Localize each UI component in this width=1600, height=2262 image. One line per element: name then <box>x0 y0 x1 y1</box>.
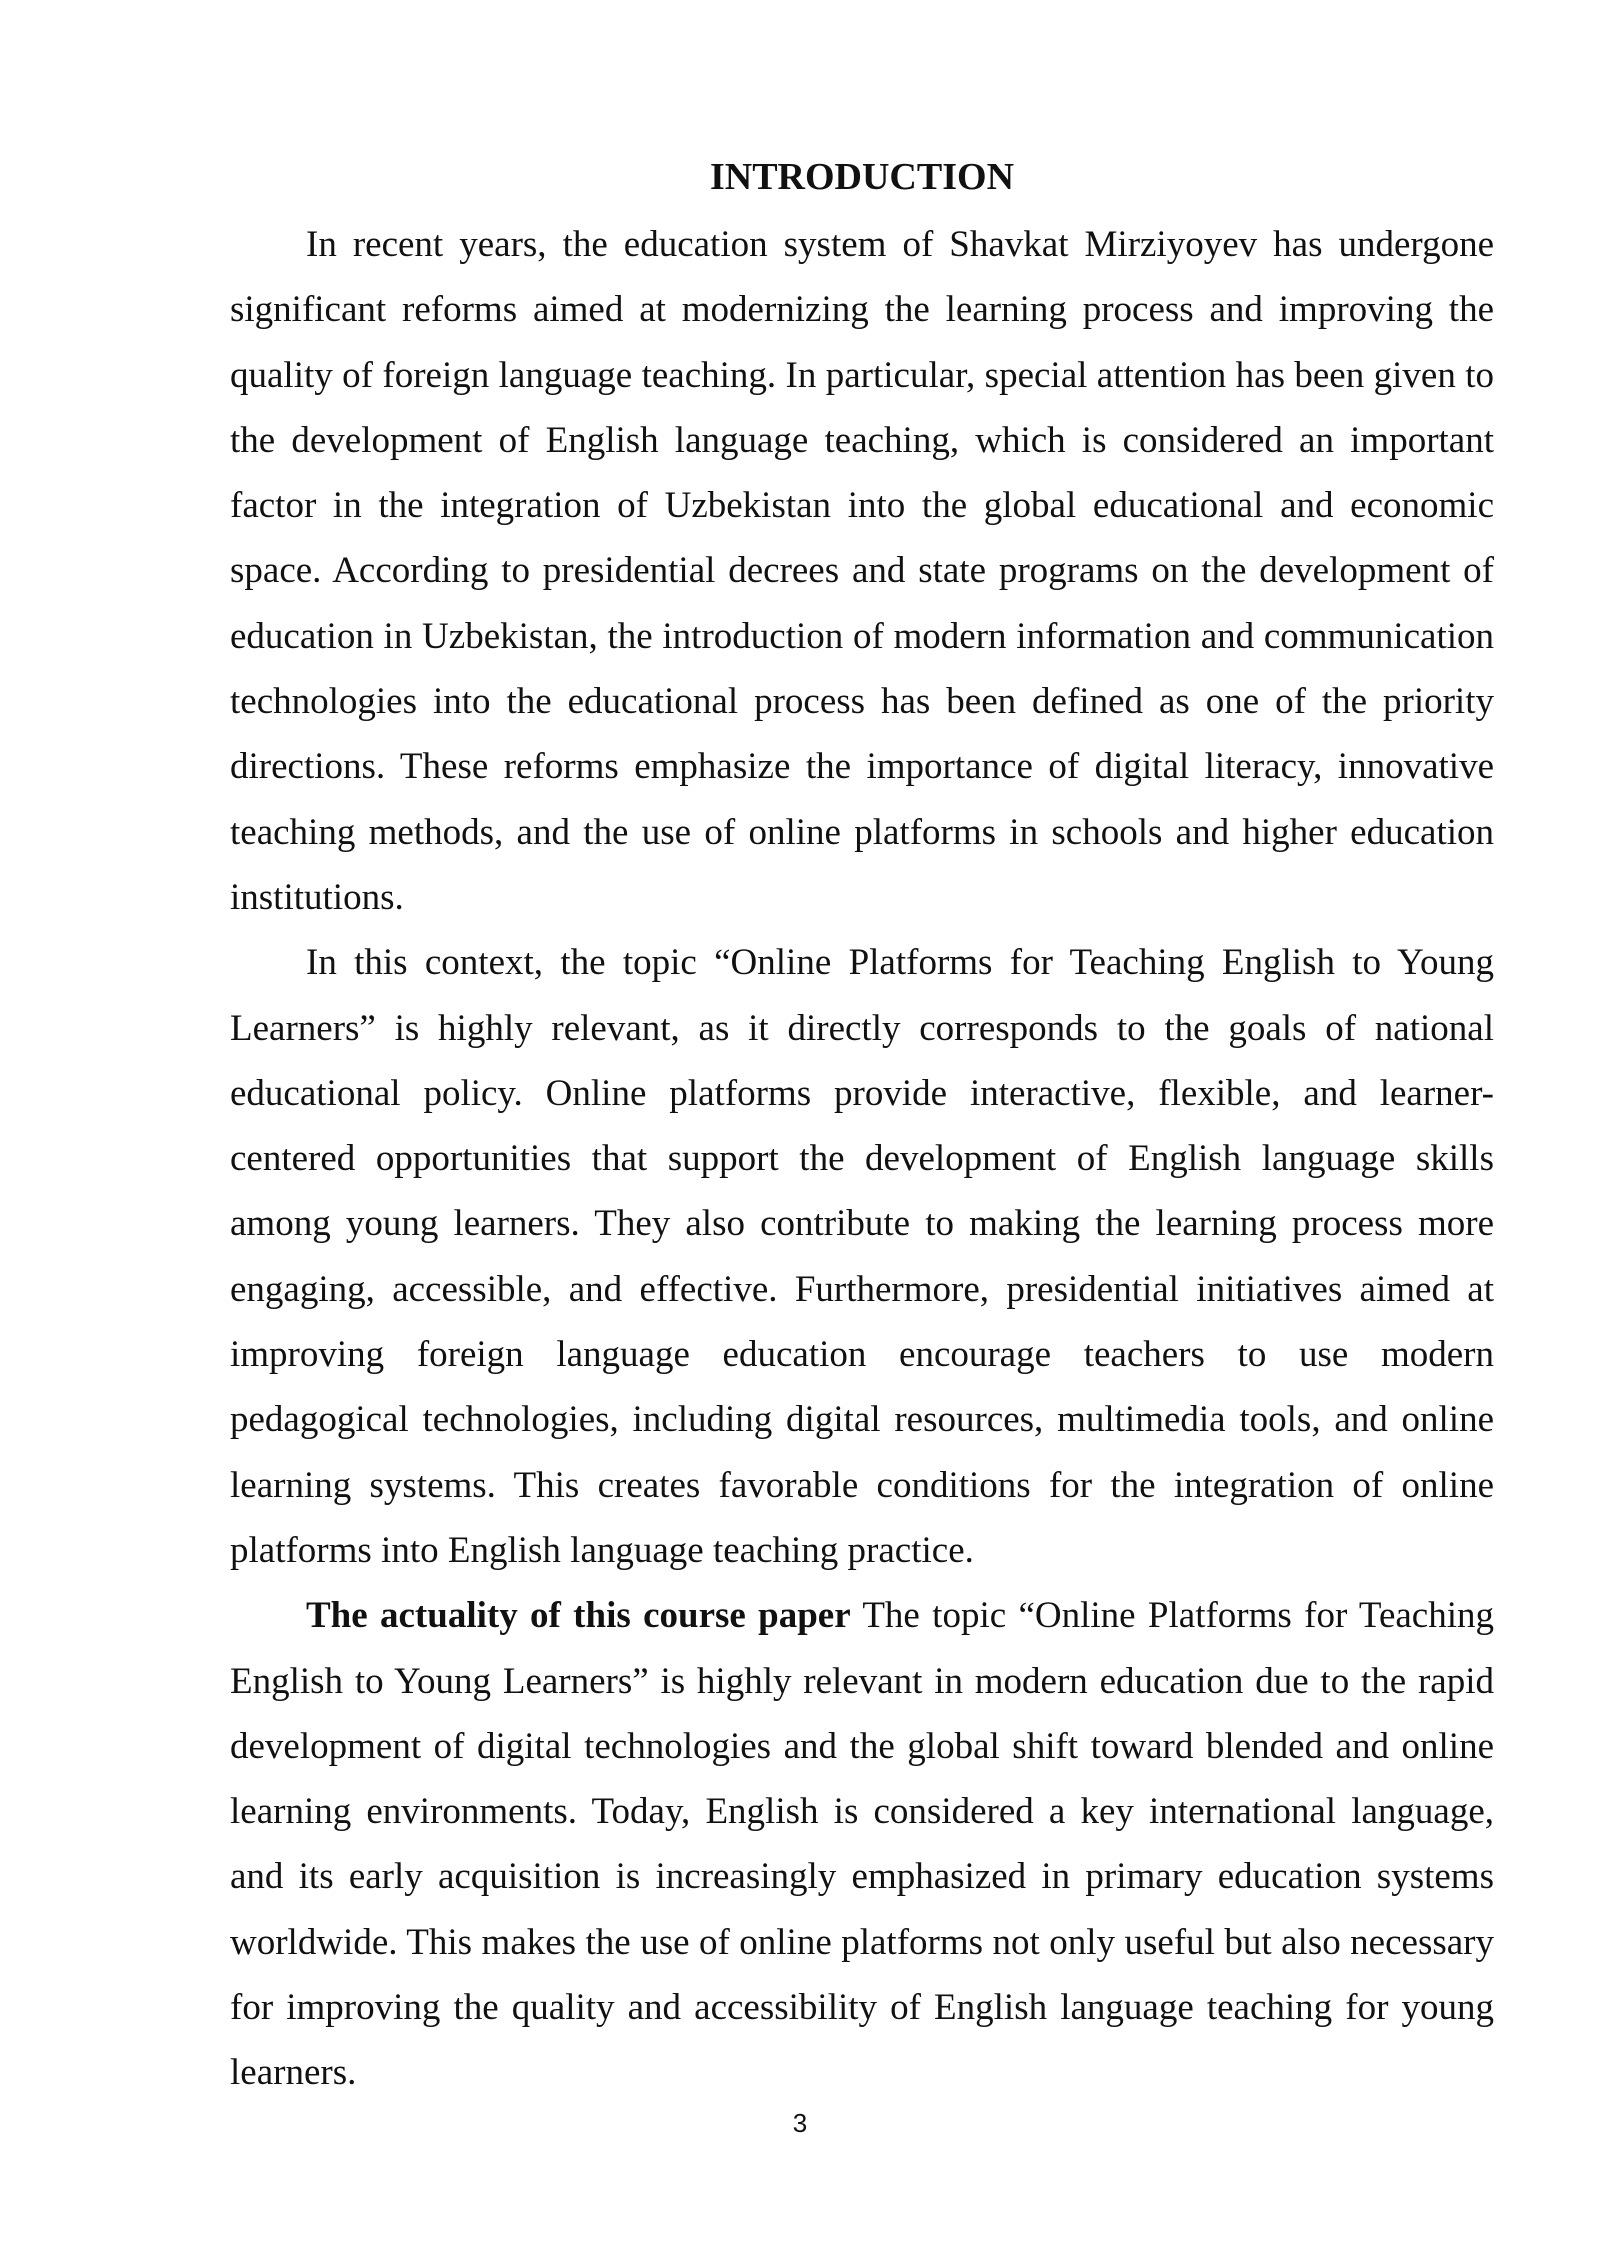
paragraph-text: The topic “Online Platforms for Teaching English to Young Learners” is highly relevant in modern education due to the rapid development of digital technologies and the global shift toward blended and online learning environments. Today, English is considered a key international language, and its early acquisition is increasingly emphasized in primary education systems worldwide. This makes the use of online platforms not only useful but also necessary for improving the quality and accessibility of English language teaching for young learners. <box>230 1595 1494 2094</box>
page-number: 3 <box>792 2108 808 2138</box>
paragraph-actuality <box>230 1583 1494 2105</box>
paragraph-context <box>230 930 1494 1583</box>
page-body <box>230 148 1494 2106</box>
paragraph-text: In recent years, the education system of Shavkat Mirziyoyev has undergone significant reforms aimed at modernizing the learning process and improving the quality of foreign language teaching. In particular, special attention has been given to the development of English language teaching, which is considered an important factor in the integration of Uzbekistan into the global educational and economic space. According to presidential decrees and state programs on the development of education in Uzbekistan, the introduction of modern information and communication technologies into the educational process has been defined as one of the priority directions. These reforms emphasize the importance of digital literacy, innovative teaching methods, and the use of online platforms in schools and higher education institutions. <box>230 224 1494 918</box>
paragraph-bold-lead: The actuality of this course paper <box>306 1595 851 1637</box>
paragraph-reforms <box>230 212 1494 930</box>
paragraph-text: In this context, the topic “Online Platforms for Teaching English to Young Learners” is highly relevant, as it directly corresponds to the goals of national educational policy. Online platforms provide interactive, flexible, and learner-centered opportunities that support the development of English language skills among young learners. They also contribute to making the learning process more engaging, accessible, and effective. Furthermore, presidential initiatives aimed at improving foreign language education encourage teachers to use modern pedagogical technologies, including digital resources, multimedia tools, and online learning systems. This creates favorable conditions for the integration of online platforms into English language teaching practice. <box>230 942 1494 1571</box>
section-heading: INTRODUCTION <box>709 156 1015 198</box>
